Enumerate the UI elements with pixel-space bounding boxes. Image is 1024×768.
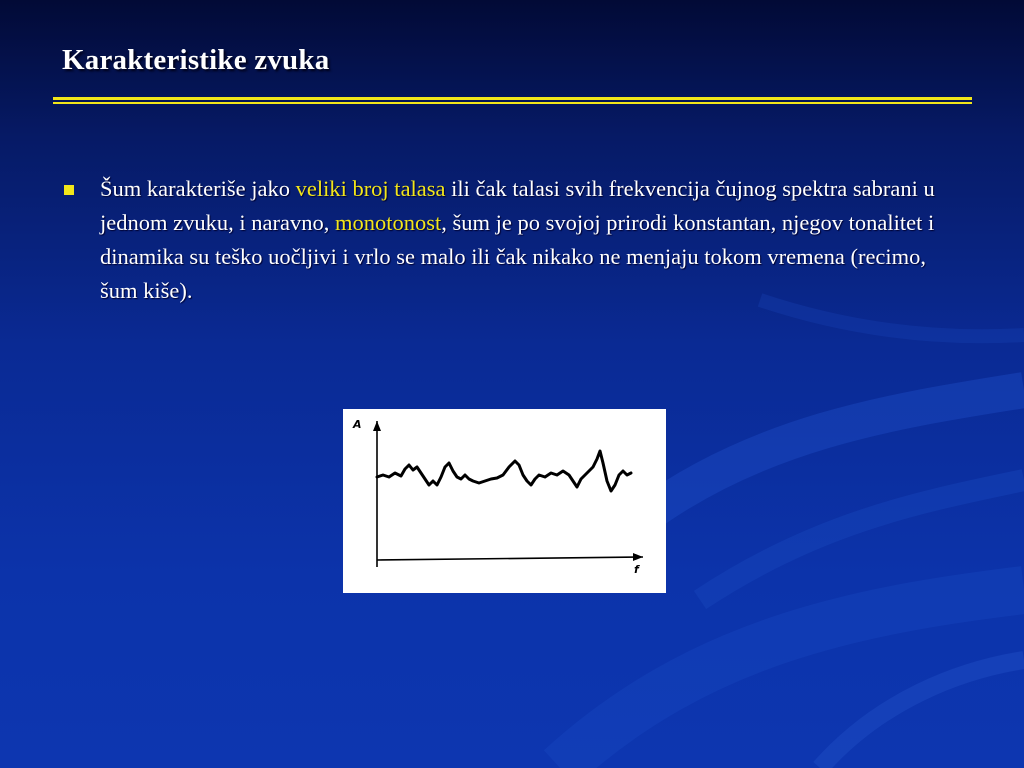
- bullet-list: [62, 172, 962, 308]
- x-axis-line: [377, 557, 643, 560]
- bullet-item: [62, 172, 962, 308]
- slide-title: Karakteristike zvuka: [62, 44, 330, 76]
- x-axis-label: f: [634, 563, 639, 576]
- noise-spectrum-figure: [343, 409, 666, 593]
- title-underline: [53, 97, 972, 104]
- noise-spectrum-drawing: [343, 409, 666, 593]
- y-axis-label: A: [353, 418, 362, 431]
- bullet-text-part-2: ili čak talasi svih frekvencija čujnog spektra sabrani u jednom zvuku, i naravno,: [100, 176, 935, 235]
- y-axis-arrow-icon: [373, 421, 381, 431]
- square-bullet-icon: [64, 185, 74, 195]
- bullet-text-part-1: Šum karakteriše jako: [100, 176, 296, 201]
- title-underline-top: [53, 97, 972, 100]
- bullet-text-part-3: , šum je po svojoj prirodi konstantan, njegov tonalitet i dinamika su teško uočljivi i vrlo se malo ili čak nikako ne menjaju tokom vremena (recimo, šum kiše).: [100, 210, 935, 303]
- x-axis-arrow-icon: [633, 553, 643, 561]
- highlight-monotonost: monotonost: [334, 210, 442, 235]
- highlight-veliki-broj-talasa: veliki broj talasa: [295, 176, 446, 201]
- title-underline-bottom: [53, 102, 972, 104]
- noise-curve: [377, 451, 631, 491]
